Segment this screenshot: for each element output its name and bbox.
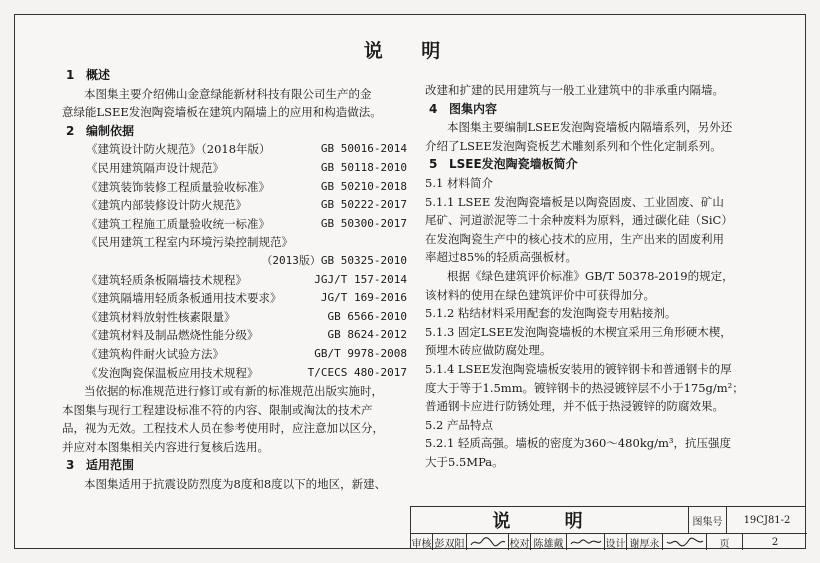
standard-reference [62,271,407,290]
standard-reference [62,159,407,178]
standard-reference [62,233,407,252]
standard-name: 《民用建筑隔声设计规范》 [86,160,224,175]
section-number: 5 [429,157,438,172]
text-line: 根据《绿色建筑评价标准》GB/T 50378-2019的规定， [447,268,734,283]
section-heading [62,456,407,475]
text-line: 5.1.3 固定LSEE发泡陶瓷墙板的木楔宜采用三角形硬木楔， [425,324,732,339]
standard-reference [62,178,407,197]
text-line: 品，视为无效。工程技术人员在参考使用时，应注意加以区分， [62,421,384,436]
section-number: 2 [66,123,75,138]
standard-edition-line: （2013版）GB 50325-2010 [261,253,407,267]
reviewer-name: 彭双阳 [433,534,467,550]
text-line: 本图集主要介绍佛山金意绿能新材科技有限公司生产的金 [84,86,372,101]
page-label: 页 [707,534,743,550]
standard-code: GB 50300-2017 [320,216,407,230]
designer-name: 谢厚永 [627,534,663,550]
right-column [425,81,770,471]
standard-code: GB 50210-2018 [320,179,407,193]
text-line: 本图集与现行工程建设标准不符的内容、限制或淘汰的技术产 [62,402,373,417]
section-title: 概述 [86,68,111,82]
text-line: 5.1.1 LSEE 发泡陶瓷墙板是以陶瓷固废、工业固废、矿山 [425,194,724,209]
standard-name: 《建筑隔墙用轻质条板通用技术要求》 [86,291,282,306]
checker-name: 陈雄戴 [531,534,567,550]
standard-reference [62,140,407,159]
standard-reference [62,196,407,215]
title-block [410,506,806,549]
text-line: 5.1 材料简介 [425,175,493,190]
standard-reference [62,215,407,234]
text-line: 该材料的使用在绿色建筑评价中可获得加分。 [425,287,655,302]
section-title: 适用范围 [86,458,135,473]
text-line: 5.2.1 轻质高强。墙板的密度为360～480kg/m³，抗压强度 [425,436,732,451]
page-number: 2 [771,536,779,548]
text-line: 并应对本图集相关内容进行复核后选用。 [62,439,269,454]
standard-name: 《建筑材料放射性核素限量》 [86,309,236,324]
atlas-no-label: 图集号 [689,507,727,533]
standard-name: 《建筑轻质条板隔墙技术规程》 [86,272,247,287]
text-line: 5.1.4 LSEE发泡陶瓷墙板安装用的镀锌钢卡和普通钢卡的厚 [425,361,732,376]
standard-reference [62,364,407,383]
page-title: 说 明 [363,40,457,62]
section-heading [425,100,770,119]
text-line: 在发泡陶瓷生产中的核心技术的应用，生产出来的固废利用 [425,231,724,246]
standard-name: 《建筑工程施工质量验收统一标准》 [86,216,270,231]
standard-code: GB/T 9978-2008 [314,346,407,360]
section-title: 图集内容 [449,101,498,116]
text-line: 度大于等于1.5mm。镀锌钢卡的热浸镀锌层不小于175g/m²； [425,380,744,395]
section-title: LSEE发泡陶瓷墙板简介 [449,157,578,172]
title-block-signature-row [411,533,807,550]
section-number: 3 [66,458,75,473]
text-line: 5.1.2 粘结材料采用配套的发泡陶瓷专用粘接剂。 [425,306,677,321]
section-heading [425,155,770,174]
reviewer-signature [467,534,509,550]
standard-code: GB 50118-2010 [320,160,407,174]
section-title: 编制依据 [86,123,135,138]
atlas-no: 19CJ81-2 [743,514,791,526]
text-line: 5.2 产品特点 [425,417,493,432]
review-label: 审核 [411,534,433,550]
standard-name: 《建筑设计防火规范》（2018年版） [86,142,271,157]
standard-name: 《建筑构件耐火试验方法》 [86,346,224,361]
text-line: 率超过85%的轻质高强板材。 [425,250,578,265]
left-column [62,66,407,494]
standard-reference [62,289,407,308]
section-number: 4 [429,101,438,116]
standard-name: 《建筑装饰装修工程质量验收标准》 [86,179,270,194]
standard-code: JG/T 169-2016 [320,291,407,305]
standard-code: GB 50222-2017 [320,198,407,212]
text-line: 大于5.5MPa。 [425,454,504,469]
text-line: 预埋木砖应做防腐处理。 [425,343,552,358]
section-heading [62,122,407,141]
check-label: 校对 [509,534,531,550]
checker-signature [567,534,605,550]
standard-code: GB 50016-2014 [320,142,407,156]
standard-reference [62,326,407,345]
text-line: 本图集适用于抗震设防烈度为8度和8度以下的地区，新建、 [84,477,387,492]
text-line: 尾矿、河道淤泥等二十余种废料为原料，通过碳化硅（SiC） [425,213,733,228]
standard-reference [62,345,407,364]
designer-signature [663,534,707,550]
design-label: 设计 [605,534,627,550]
text-line: 普通钢卡应进行防锈处理，并不低于热浸镀锌的防腐效果。 [425,399,724,414]
section-number: 1 [66,68,75,82]
standard-name: 《建筑内部装修设计防火规范》 [86,198,247,213]
standard-code: JGJ/T 157-2014 [314,272,407,286]
standard-name: 《民用建筑工程室内环境污染控制规范》 [86,235,293,250]
text-line: 介绍了LSEE发泡陶瓷板艺术雕刻系列和个性化定制系列。 [425,138,722,153]
section-heading [62,66,407,85]
standard-code: T/CECS 480-2017 [307,365,407,379]
standard-name: 《发泡陶瓷保温板应用技术规程》 [86,365,259,380]
text-line: 改建和扩建的民用建筑与一般工业建筑中的非承重内隔墙。 [425,83,724,97]
text-line: 意绿能LSEE发泡陶瓷墙板在建筑内隔墙上的应用和构造做法。 [62,105,382,120]
text-line: 当依据的标准规范进行修订或有新的标准规范出版实施时， [84,384,383,399]
text-line: 本图集主要编制LSEE发泡陶瓷墙板内隔墙系列，另外还 [447,120,733,135]
standard-name: 《建筑材料及制品燃烧性能分级》 [86,328,259,343]
standard-reference [62,308,407,327]
title-block-title: 说 明 [411,507,689,533]
standard-code: GB 8624-2012 [327,328,407,342]
standard-code: GB 6566-2010 [327,309,407,323]
